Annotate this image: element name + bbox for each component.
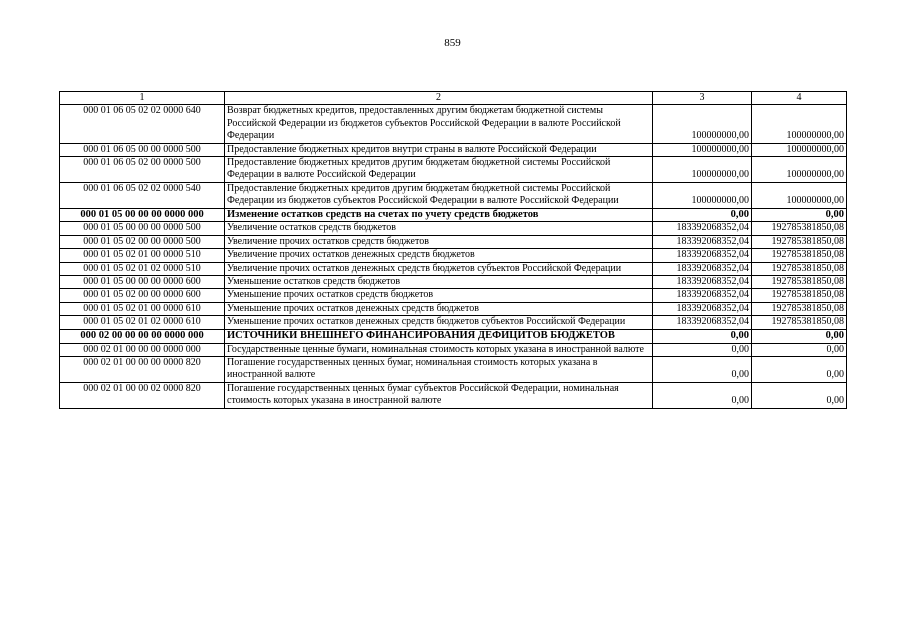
- table-row: [60, 182, 847, 208]
- value-column-3-cell: 100000000,00: [653, 105, 752, 143]
- value-column-4-cell: 192785381850,08: [752, 276, 847, 289]
- value-column-4-cell: 100000000,00: [752, 143, 847, 156]
- value-column-3-cell: 0,00: [653, 343, 752, 356]
- description-cell: Погашение государственных ценных бумаг субъектов Российской Федерации, номинальная стоимость которых указана в иностранной валюте: [225, 382, 653, 408]
- description-cell: Уменьшение прочих остатков денежных средств бюджетов: [225, 302, 653, 315]
- value-column-3-cell: 100000000,00: [653, 182, 752, 208]
- value-column-4-cell: 0,00: [752, 329, 847, 343]
- budget-code-cell: 000 01 05 02 01 02 0000 610: [60, 316, 225, 329]
- value-column-4-cell: 192785381850,08: [752, 316, 847, 329]
- table-row: [60, 157, 847, 183]
- budget-code-cell: 000 01 05 02 01 02 0000 510: [60, 262, 225, 275]
- value-column-4-cell: 192785381850,08: [752, 302, 847, 315]
- value-column-3-cell: 100000000,00: [653, 143, 752, 156]
- value-column-4-cell: 0,00: [752, 382, 847, 408]
- value-column-3-cell: 0,00: [653, 329, 752, 343]
- value-column-3-cell: 0,00: [653, 356, 752, 382]
- budget-code-cell: 000 02 01 00 00 02 0000 820: [60, 382, 225, 408]
- budget-code-cell: 000 01 05 02 01 00 0000 610: [60, 302, 225, 315]
- budget-code-cell: 000 01 05 00 00 00 0000 000: [60, 208, 225, 222]
- budget-code-cell: 000 01 06 05 02 00 0000 500: [60, 157, 225, 183]
- value-column-4-cell: 100000000,00: [752, 157, 847, 183]
- value-column-4-cell: 0,00: [752, 208, 847, 222]
- value-column-3-cell: 183392068352,04: [653, 235, 752, 248]
- budget-code-cell: 000 01 05 02 00 00 0000 600: [60, 289, 225, 302]
- table-row: [60, 222, 847, 235]
- value-column-3-cell: 183392068352,04: [653, 222, 752, 235]
- column-header-2: 2: [225, 92, 653, 105]
- description-cell: Погашение государственных ценных бумаг, номинальная стоимость которых указана в иностранной валюте: [225, 356, 653, 382]
- budget-code-cell: 000 01 06 05 00 00 0000 500: [60, 143, 225, 156]
- description-cell: Уменьшение остатков средств бюджетов: [225, 276, 653, 289]
- value-column-3-cell: 183392068352,04: [653, 276, 752, 289]
- value-column-4-cell: 100000000,00: [752, 105, 847, 143]
- description-cell: Изменение остатков средств на счетах по учету средств бюджетов: [225, 208, 653, 222]
- description-cell: Увеличение прочих остатков средств бюджетов: [225, 235, 653, 248]
- value-column-4-cell: 192785381850,08: [752, 249, 847, 262]
- value-column-3-cell: 183392068352,04: [653, 316, 752, 329]
- budget-code-cell: 000 02 01 00 00 00 0000 000: [60, 343, 225, 356]
- budget-code-cell: 000 01 05 00 00 00 0000 500: [60, 222, 225, 235]
- description-cell: ИСТОЧНИКИ ВНЕШНЕГО ФИНАНСИРОВАНИЯ ДЕФИЦИТОВ БЮДЖЕТОВ: [225, 329, 653, 343]
- budget-code-cell: 000 01 05 02 01 00 0000 510: [60, 249, 225, 262]
- budget-code-cell: 000 01 05 00 00 00 0000 600: [60, 276, 225, 289]
- table-body: [60, 105, 847, 408]
- table-row: [60, 329, 847, 343]
- value-column-3-cell: 183392068352,04: [653, 289, 752, 302]
- value-column-4-cell: 100000000,00: [752, 182, 847, 208]
- table-row: [60, 316, 847, 329]
- table-row: [60, 302, 847, 315]
- description-cell: Увеличение прочих остатков денежных средств бюджетов субъектов Российской Федерации: [225, 262, 653, 275]
- value-column-4-cell: 192785381850,08: [752, 222, 847, 235]
- table-row: [60, 276, 847, 289]
- value-column-3-cell: 183392068352,04: [653, 249, 752, 262]
- description-cell: Уменьшение прочих остатков средств бюджетов: [225, 289, 653, 302]
- column-header-4: 4: [752, 92, 847, 105]
- description-cell: Предоставление бюджетных кредитов внутри страны в валюте Российской Федерации: [225, 143, 653, 156]
- value-column-3-cell: 0,00: [653, 382, 752, 408]
- page-number: 859: [444, 37, 461, 49]
- table-row: [60, 343, 847, 356]
- table-row: [60, 382, 847, 408]
- table-row: [60, 249, 847, 262]
- table-row: [60, 289, 847, 302]
- value-column-4-cell: 192785381850,08: [752, 235, 847, 248]
- table-row: [60, 105, 847, 143]
- table-header-row: [60, 92, 847, 105]
- description-cell: Предоставление бюджетных кредитов другим бюджетам бюджетной системы Российской Федерации в валюте Российской Федерации: [225, 157, 653, 183]
- budget-code-cell: 000 02 01 00 00 00 0000 820: [60, 356, 225, 382]
- description-cell: Увеличение остатков средств бюджетов: [225, 222, 653, 235]
- value-column-3-cell: 100000000,00: [653, 157, 752, 183]
- description-cell: Уменьшение прочих остатков денежных средств бюджетов субъектов Российской Федерации: [225, 316, 653, 329]
- description-cell: Возврат бюджетных кредитов, предоставленных другим бюджетам бюджетной системы Российской Федерации из бюджетов субъектов Российской Федерации в валюте Российской Федерации: [225, 105, 653, 143]
- budget-code-cell: 000 01 05 02 00 00 0000 500: [60, 235, 225, 248]
- table-row: [60, 143, 847, 156]
- budget-sources-table: [59, 91, 847, 409]
- budget-code-cell: 000 02 00 00 00 00 0000 000: [60, 329, 225, 343]
- table-row: [60, 208, 847, 222]
- value-column-4-cell: 0,00: [752, 343, 847, 356]
- value-column-4-cell: 192785381850,08: [752, 289, 847, 302]
- budget-code-cell: 000 01 06 05 02 02 0000 640: [60, 105, 225, 143]
- value-column-3-cell: 183392068352,04: [653, 262, 752, 275]
- column-header-3: 3: [653, 92, 752, 105]
- description-cell: Предоставление бюджетных кредитов другим бюджетам бюджетной системы Российской Федерации из бюджетов субъектов Российской Федерации в валюте Российской Федерации: [225, 182, 653, 208]
- budget-code-cell: 000 01 06 05 02 02 0000 540: [60, 182, 225, 208]
- value-column-3-cell: 0,00: [653, 208, 752, 222]
- table-row: [60, 262, 847, 275]
- value-column-3-cell: 183392068352,04: [653, 302, 752, 315]
- description-cell: Государственные ценные бумаги, номинальная стоимость которых указана в иностранной валюте: [225, 343, 653, 356]
- table-row: [60, 235, 847, 248]
- column-header-1: 1: [60, 92, 225, 105]
- value-column-4-cell: 0,00: [752, 356, 847, 382]
- description-cell: Увеличение прочих остатков денежных средств бюджетов: [225, 249, 653, 262]
- value-column-4-cell: 192785381850,08: [752, 262, 847, 275]
- table-row: [60, 356, 847, 382]
